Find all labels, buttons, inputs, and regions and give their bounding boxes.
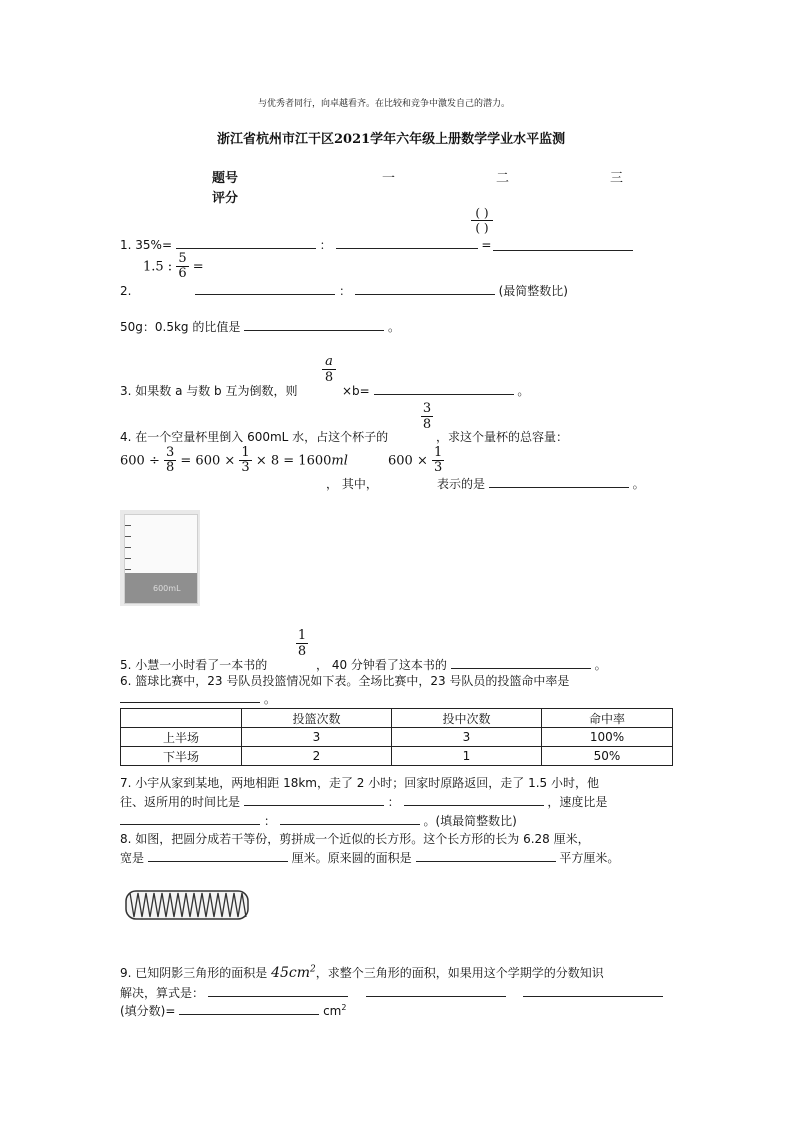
q4-calc-f1n: 3	[165, 445, 175, 460]
q1-fraction	[471, 206, 493, 235]
q3-text-mid: ×b=	[342, 384, 370, 398]
q8-line2-mid: 厘米。原来圆的面积是	[291, 851, 412, 865]
q8-line2-end: 平方厘米。	[559, 851, 620, 865]
q8-line2-text: 宽是	[120, 851, 145, 865]
score-label-number: 题号	[212, 171, 239, 186]
q2-line	[120, 282, 568, 299]
q8-line1: 8. 如图，把圆分成若干等份，剪拼成一个近似的长方形。这个长方形的长为 6.28 厘米，	[120, 832, 590, 846]
q1-blank-3[interactable]	[493, 238, 633, 251]
q7-line2	[120, 793, 607, 810]
q9-blank-2[interactable]	[366, 984, 506, 997]
q9-line3	[120, 1002, 346, 1019]
q4-calc-f2n: 1	[241, 445, 250, 460]
q6-text: 6. 篮球比赛中，23 号队员投篮情况如下表。全场比赛中，23 号队员的投篮命中率是	[120, 674, 570, 688]
q4-expr-fn: 1	[433, 445, 443, 460]
table-cell: 上半场	[121, 728, 242, 747]
q6-line2	[120, 690, 276, 707]
q5-fraction	[296, 628, 308, 659]
q9-line2-text: 解决，算式是：	[120, 986, 205, 1000]
q9-line1	[120, 964, 604, 981]
q3-line-tail	[342, 382, 529, 399]
table-cell: 50%	[542, 747, 673, 766]
cup-body	[124, 514, 198, 604]
q7-blank-2[interactable]	[404, 793, 544, 806]
q1-blank-2[interactable]	[336, 236, 478, 249]
q9-line3-text: (填分数)=	[120, 1004, 176, 1018]
page-title: 浙江省杭州市江干区2021学年六年级上册数学学业水平监测	[217, 132, 566, 147]
table-header-row	[121, 709, 673, 728]
q2-blank-2[interactable]	[355, 282, 495, 295]
score-col-1: 一	[382, 171, 396, 186]
score-col-3: 三	[610, 171, 624, 186]
q5-text-end: 。	[594, 658, 607, 672]
q4-expr-a: 600 ×	[388, 453, 428, 469]
q3-line	[120, 382, 298, 399]
q4-calc-frac1	[164, 446, 176, 476]
circle-rearranged-rectangle-image	[122, 883, 252, 925]
table-cell: 2	[242, 747, 392, 766]
q4-calc-f1d: 8	[165, 460, 175, 476]
q4-line1	[120, 428, 388, 445]
q4-text: 4. 在一个空量杯里倒入 600mL 水，占这个杯子的	[120, 430, 389, 444]
q4-mid: ， 其中，	[326, 477, 378, 491]
q1-text: 35%=	[135, 238, 173, 252]
q6-blank[interactable]	[120, 690, 260, 703]
table-header-cell: 命中率	[542, 709, 673, 728]
score-col-2: 二	[496, 171, 510, 186]
q2-line2	[120, 318, 400, 335]
q2-fraction	[176, 252, 188, 282]
q9-unit-sup: 2	[341, 1003, 347, 1012]
q4-calc-a: 600 ÷	[120, 453, 160, 469]
q7-line1: 7. 小宇从家到某地，两地相距 18km，走了 2 小时；回家时原路返回，走了 1.5 小时，他	[120, 776, 599, 790]
table-cell: 下半场	[121, 747, 242, 766]
motto: 与优秀者同行，向卓越看齐。在比较和竞争中激发自己的潜力。	[258, 99, 511, 109]
q1-blank-3-wrap	[493, 236, 633, 255]
cup-label: 600mL	[153, 584, 181, 593]
q2-frac-num: 5	[178, 251, 187, 266]
q1-frac-bot[interactable]: ( )	[475, 221, 489, 235]
q4-end: 。	[632, 477, 645, 491]
q7-blank-4[interactable]	[280, 812, 420, 825]
q5-line	[120, 656, 267, 673]
q3-text: 3. 如果数 a 与数 b 互为倒数，则	[120, 384, 298, 398]
q2-expression	[143, 252, 204, 282]
q3-fraction	[322, 354, 336, 385]
q5-text-mid: ， 40 分钟看了这本书的	[316, 658, 447, 672]
q9-text-tail: ，求整个三角形的面积，如果用这个学期学的分数知识	[315, 966, 604, 980]
q2-blank-3[interactable]	[244, 318, 384, 331]
q6-end: 。	[263, 692, 276, 706]
q2-expr-post: =	[192, 259, 204, 275]
q5-frac-num: 1	[297, 628, 307, 643]
q8-line2	[120, 849, 619, 866]
q9-blank-3[interactable]	[523, 984, 663, 997]
q3-blank[interactable]	[374, 382, 514, 395]
q4-calc-frac2	[239, 446, 251, 476]
q4-line1-tail: ，求这个量杯的总容量：	[436, 430, 569, 444]
table-header-cell: 投中次数	[392, 709, 542, 728]
q7-colon-2: ：	[263, 814, 276, 828]
q4-blank[interactable]	[489, 475, 629, 488]
q7-colon-1: ：	[387, 795, 400, 809]
q7-blank-1[interactable]	[244, 793, 384, 806]
q1-number: 1.	[120, 238, 132, 252]
q3-text-end: 。	[517, 384, 530, 398]
q7-line3	[120, 812, 517, 829]
shooting-table	[120, 708, 673, 766]
q9-area	[271, 965, 316, 981]
q9-area-value: 45cm	[271, 965, 311, 981]
q7-line2-end: ，速度比是	[547, 795, 608, 809]
q9-text: 9. 已知阴影三角形的面积是	[120, 966, 268, 980]
q9-blank-1[interactable]	[208, 984, 348, 997]
q5-text: 5. 小慧一小时看了一本书的	[120, 658, 268, 672]
q4-expr-frac	[432, 446, 444, 476]
q1-colon: ：	[319, 238, 332, 252]
q4-expr-fd: 3	[433, 460, 443, 476]
q9-line2	[120, 984, 663, 1001]
q4-calc	[120, 446, 348, 476]
q2-number: 2.	[120, 284, 132, 298]
q1-line	[120, 236, 491, 253]
q4-fraction	[421, 401, 433, 432]
table-cell: 3	[392, 728, 542, 747]
measuring-cup-image	[120, 510, 200, 606]
q5-frac-den: 8	[297, 644, 307, 659]
q2-line2-text: 50g：0.5kg 的比值是	[120, 320, 241, 334]
q4-tail: 表示的是	[437, 477, 486, 491]
table-cell: 3	[242, 728, 392, 747]
q9-blank-4[interactable]	[179, 1002, 319, 1015]
q2-frac-den: 6	[178, 266, 187, 282]
q4-calc-c: × 8 = 1600	[255, 453, 332, 469]
q4-calc-b: = 600 ×	[180, 453, 236, 469]
q7-line2-text: 往、返所用的时间比是	[120, 795, 241, 809]
q4-frac-den: 8	[422, 417, 432, 432]
q8-blank-2[interactable]	[416, 849, 556, 862]
q2-expr-pre: 1.5 :	[143, 259, 173, 275]
q4-frac-num: 3	[422, 401, 432, 416]
q9-unit: cm	[323, 1004, 342, 1018]
q7-line3-end: 。(填最简整数比)	[423, 814, 517, 828]
q8-blank-1[interactable]	[148, 849, 288, 862]
q2-colon: ：	[338, 284, 351, 298]
q5-line-tail	[316, 656, 607, 673]
table-cell: 1	[392, 747, 542, 766]
q1-blank-1[interactable]	[176, 236, 316, 249]
q9-area-sup: 2	[310, 964, 316, 975]
table-header-cell	[121, 709, 242, 728]
q1-equals: =	[481, 238, 492, 252]
table-row	[121, 728, 673, 747]
q3-frac-den: 8	[324, 370, 334, 385]
q1-frac-top[interactable]: ( )	[471, 206, 493, 221]
table-header-cell: 投篮次数	[242, 709, 392, 728]
q4-expr	[388, 446, 444, 476]
q2-blank-1[interactable]	[195, 282, 335, 295]
q2-note: (最简整数比)	[498, 284, 568, 298]
q5-blank[interactable]	[451, 656, 591, 669]
score-label-score: 评分	[212, 191, 239, 206]
q4-calc-unit: ml	[331, 453, 348, 469]
q2-line2-end: 。	[388, 320, 401, 334]
q3-frac-num: a	[322, 354, 336, 370]
table-row	[121, 747, 673, 766]
table-cell: 100%	[542, 728, 673, 747]
q4-calc-f2d: 3	[241, 460, 250, 476]
q7-blank-3[interactable]	[120, 812, 260, 825]
q4-tail-line	[437, 475, 645, 492]
